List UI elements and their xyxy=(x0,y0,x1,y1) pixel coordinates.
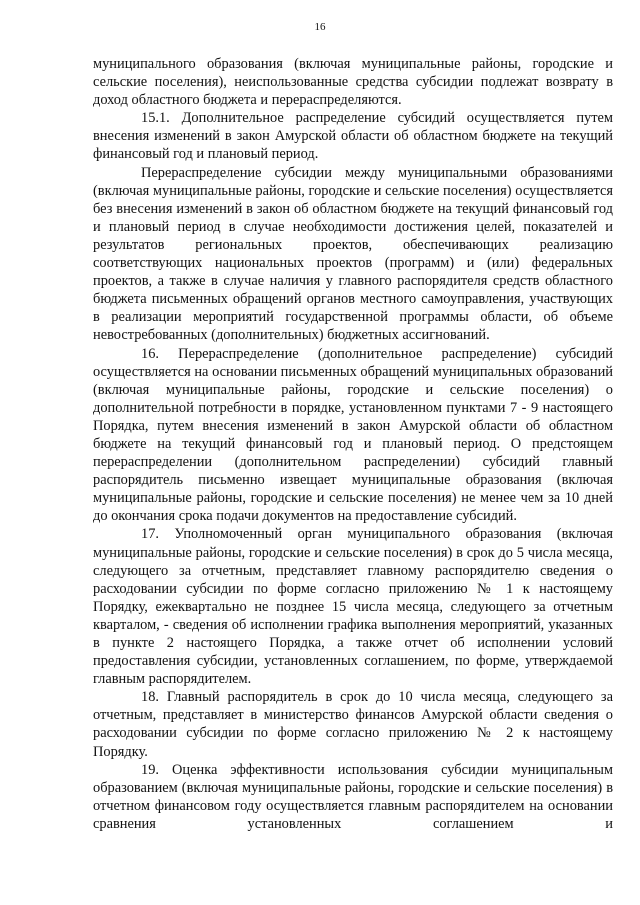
paragraph-continuation: муниципального образования (включая муниципальные районы, городские и сельские поселения), неиспользованные средства субсидии подлежат возврату в доход областного бюджета и перераспределяются. xyxy=(93,56,613,109)
paragraph-15-1: 15.1. Дополнительное распределение субсидий осуществляется путем внесения изменений в закон Амурской области об областном бюджете на текущий финансовый год и плановый период. xyxy=(93,110,613,163)
paragraph-16: 16. Перераспределение (дополнительное распределение) субсидий осуществляется на основании письменных обращений муниципальных образований (включая муниципальные районы, городские и сельские поселения) о дополнительной потребности в порядке, установленном пунктами 7 - 9 настоящего Порядка, путем внесения изменений в закон Амурской области об областном бюджете на текущий финансовый год и плановый период. О предстоящем перераспределении (дополнительном распределении) субсидий главный распорядитель письменно извещает муниципальные образования (включая муниципальные районы, городские и сельские поселения) не менее чем за 10 дней до окончания срока подачи документов на предоставление субсидий. xyxy=(93,345,613,525)
paragraph-19: 19. Оценка эффективности использования субсидии муниципальным образованием (включая муниципальные районы, городские и сельские поселения) в отчетном финансовом году осуществляется главным распорядителем на основании сравнения установленных соглашением и xyxy=(93,761,613,832)
page-number: 16 xyxy=(314,21,326,33)
document-body xyxy=(93,55,613,833)
paragraph-17: 17. Уполномоченный орган муниципального образования (включая муниципальные районы, городские и сельские поселения) в срок до 5 числа месяца, следующего за отчетным, представляет главному распорядителю сведения о расходовании субсидии по форме согласно приложению № 1 к настоящему Порядку, ежеквартально не позднее 15 числа месяца, следующего за отчетным кварталом, - сведения об исполнении графика выполнения мероприятий, указанных в пункте 2 настоящего Порядка, а также отчет об исполнении условий предоставления субсидии, установленных соглашением, по форме, утверждаемой главным распорядителем. xyxy=(93,526,613,688)
paragraph-redistribution: Перераспределение субсидии между муниципальными образованиями (включая муниципальные районы, городские и сельские поселения) осуществляется без внесения изменений в закон об областном бюджете на текущий финансовый год и плановый период в случае необходимости достижения целей, показателей и результатов региональных проектов, обеспечивающих реализацию соответствующих национальных проектов (программ) и (или) федеральных проектов, а также в случае наличия у главного распорядителя средств областного бюджета письменных обращений органов местного самоуправления, участвующих в реализации мероприятий государственной программы области, об объеме невостребованных (дополнительных) бюджетных ассигнований. xyxy=(93,164,613,344)
paragraph-18: 18. Главный распорядитель в срок до 10 числа месяца, следующего за отчетным, представляет в министерство финансов Амурской области сведения о расходовании субсидии по форме согласно приложению № 2 к настоящему Порядку. xyxy=(93,689,613,760)
